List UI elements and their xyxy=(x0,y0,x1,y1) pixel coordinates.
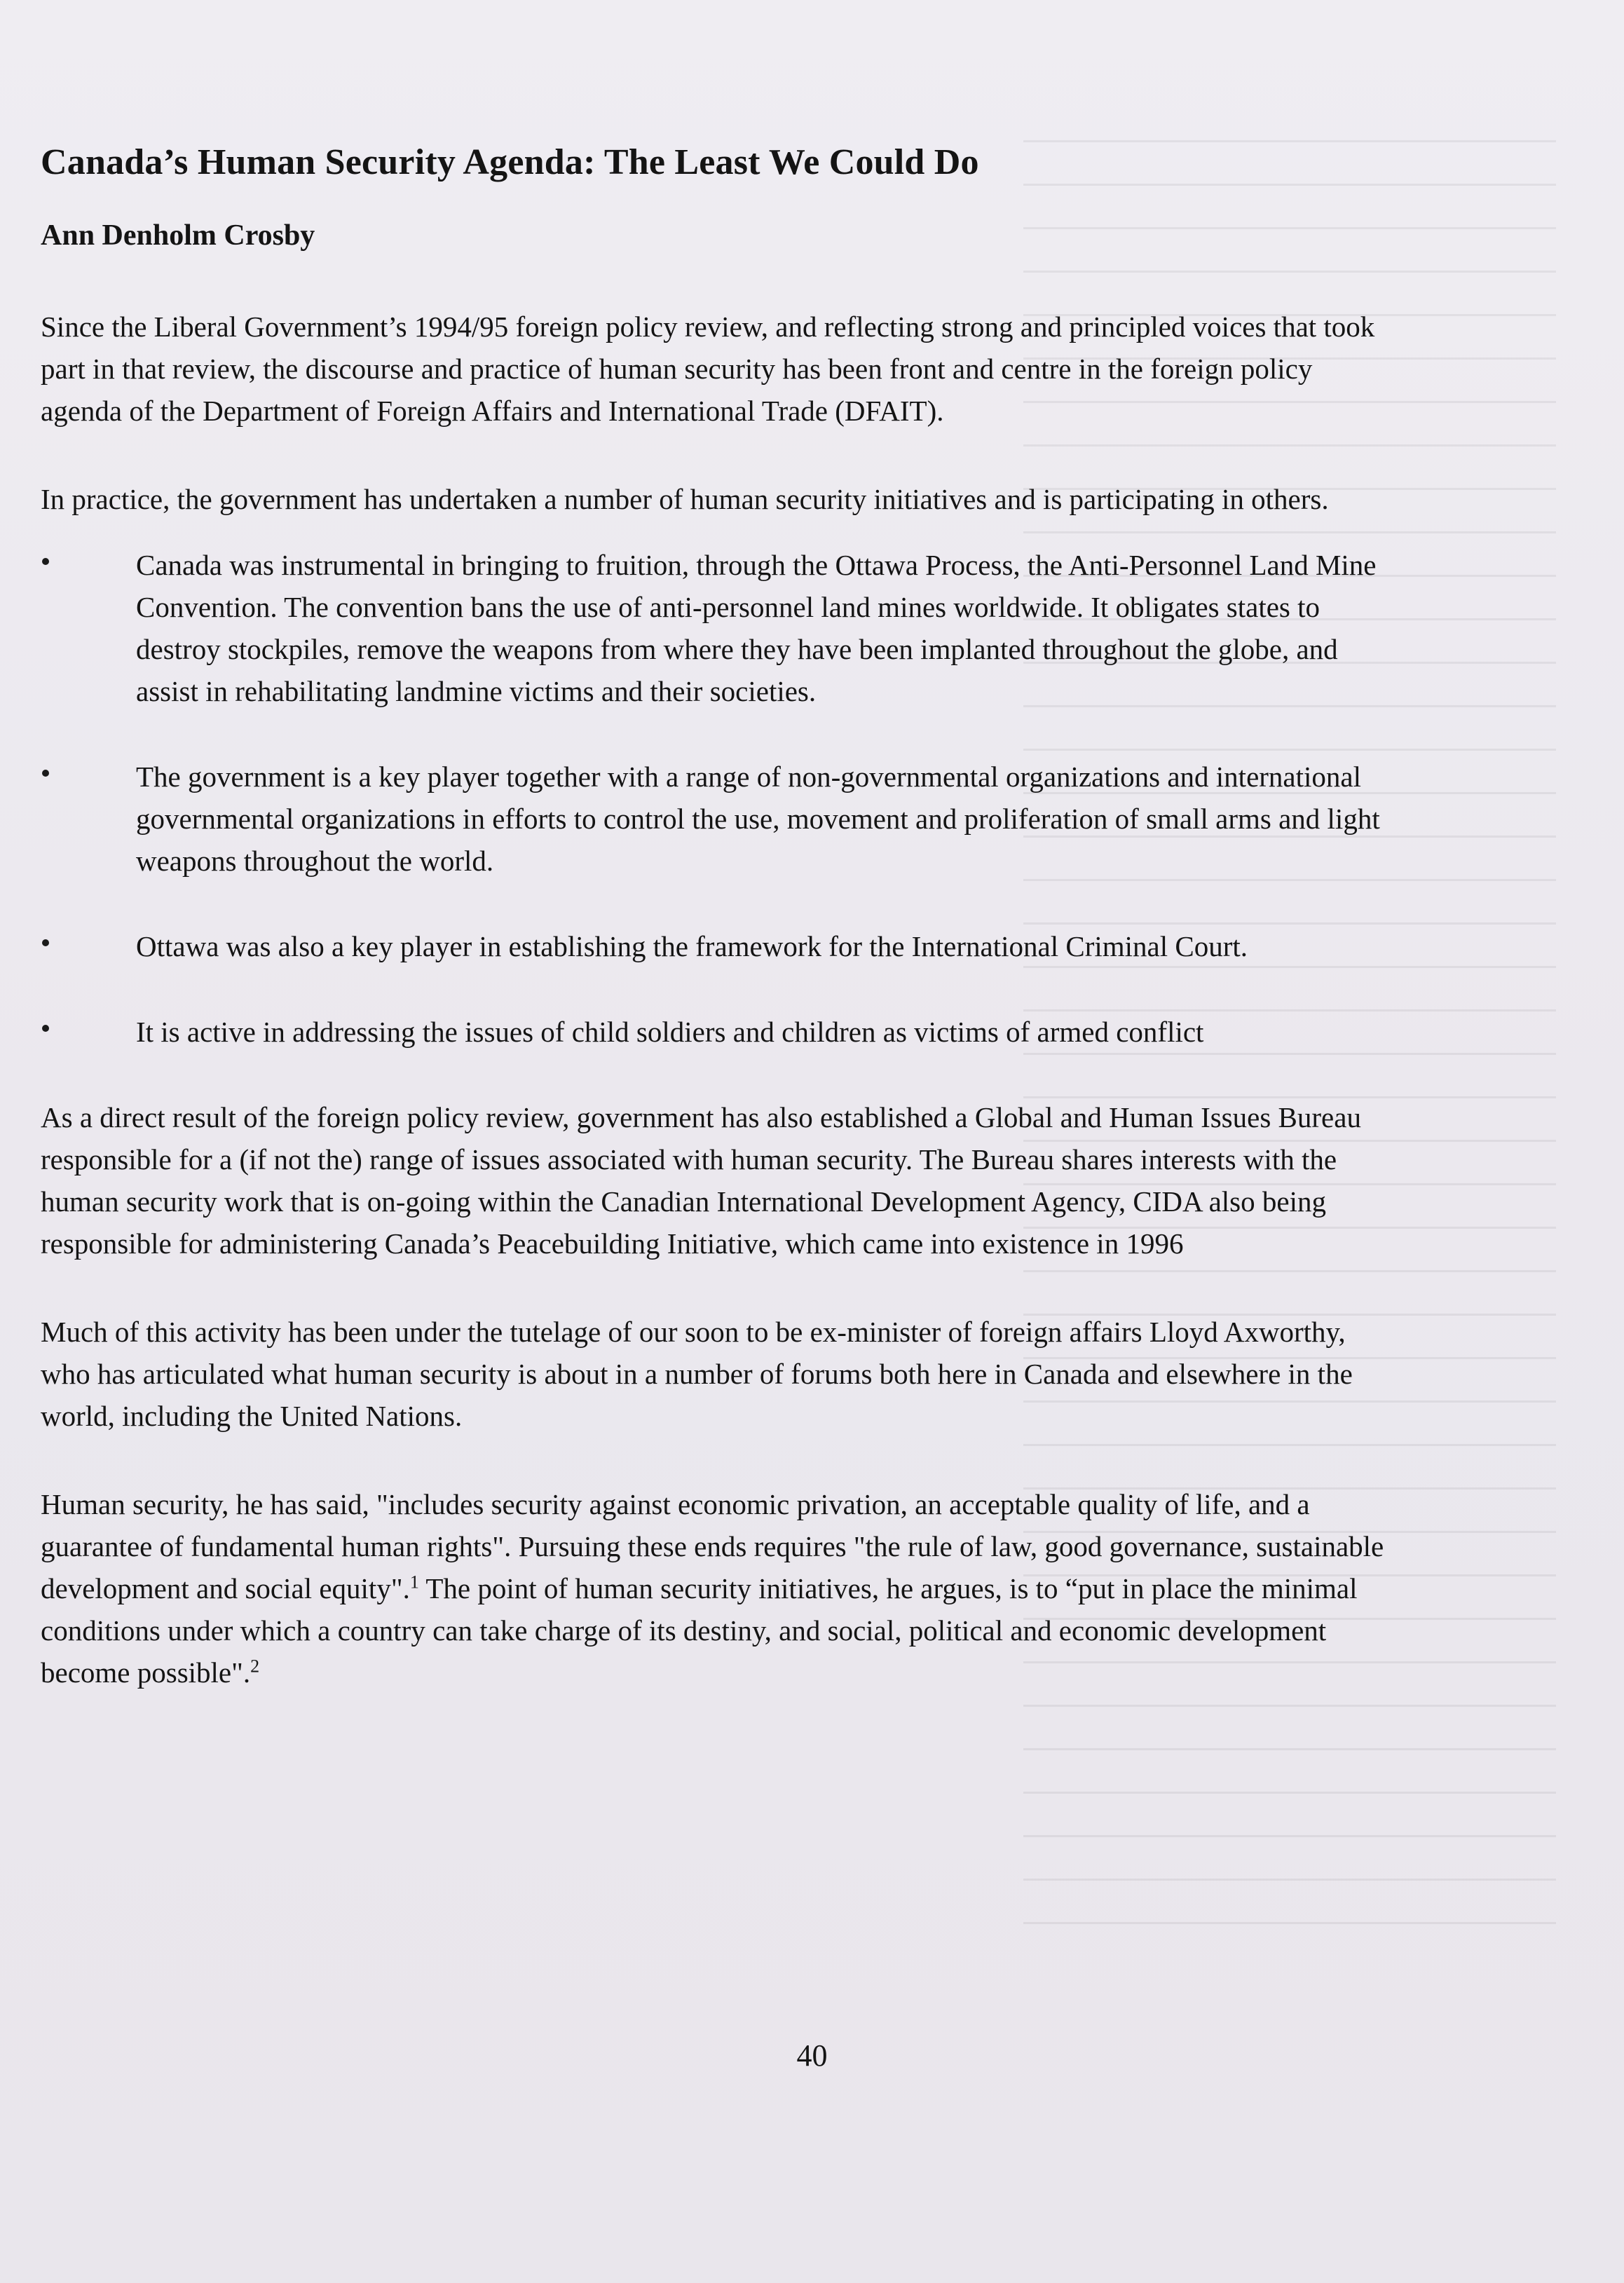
footnote-marker-1[interactable]: 1 xyxy=(409,1572,419,1593)
page-number: 40 xyxy=(796,2038,828,2073)
initiatives-list xyxy=(41,544,1386,1053)
document-body xyxy=(41,140,1386,1693)
paragraph-practice: In practice, the government has undertaken a number of human security initiatives and is participating in others. xyxy=(41,483,1329,515)
paragraph-intro: Since the Liberal Government’s 1994/95 foreign policy review, and reflecting strong and principled voices that took part in that review, the discourse and practice of human security has been front and centre in the foreign policy agenda of the Department of Foreign Affairs and International Trade (DFAIT). xyxy=(41,311,1375,427)
bullet-icon xyxy=(42,770,49,777)
bullet-icon xyxy=(42,558,49,565)
author-name: Ann Denholm Crosby xyxy=(41,219,315,252)
paragraph-bureau: As a direct result of the foreign policy review, government has also established a Global and Human Issues Bureau responsible for a (if not the) range of issues associated with human security. The Bureau shares interests with the human security work that is on-going within the Canadian International Development Agency, CIDA also being responsible for administering Canada’s Peacebuilding Initiative, which came into existence in 1996 xyxy=(41,1101,1361,1260)
list-item xyxy=(41,925,1386,967)
bullet-icon xyxy=(42,1025,49,1032)
list-item-text: The government is a key player together with a range of non-governmental organizations and international governmental organizations in efforts to control the use, movement and proliferation of small arms and light weapons throughout the world. xyxy=(136,761,1380,877)
list-item xyxy=(41,1011,1386,1053)
bullet-icon xyxy=(42,939,49,946)
list-item-text: It is active in addressing the issues of child soldiers and children as victims of armed conflict xyxy=(136,1016,1204,1048)
list-item xyxy=(41,544,1386,712)
footnote-marker-2[interactable]: 2 xyxy=(250,1656,260,1677)
definition-text-part2: The point of human security initiatives, he argues, is to “put in place the minimal conditions under which a country can take charge of its destiny, and social, political and economic development become possible". xyxy=(41,1572,1358,1689)
list-item-text: Canada was instrumental in bringing to fruition, through the Ottawa Process, the Anti-Personnel Land Mine Convention. The convention bans the use of anti-personnel land mines worldwide. It obligates states to destroy stockpiles, remove the weapons from where they have been implanted throughout the globe, and assist in rehabilitating landmine victims and their societies. xyxy=(136,549,1377,707)
definition-text-part1: Human security, he has said, "includes security against economic privation, an acceptable quality of life, and a guarantee of fundamental human rights". Pursuing these ends requires "the rule of law, good governance, sustainable development and social equity". xyxy=(41,1488,1384,1604)
document-title: Canada’s Human Security Agenda: The Least We Could Do xyxy=(41,142,979,182)
paragraph-axworthy: Much of this activity has been under the tutelage of our soon to be ex-minister of foreign affairs Lloyd Axworthy, who has articulated what human security is about in a number of forums both here in Canada and elsewhere in the world, including the United Nations. xyxy=(41,1316,1353,1432)
paragraph-definition xyxy=(41,1483,1386,1693)
list-item-text: Ottawa was also a key player in establishing the framework for the International Criminal Court. xyxy=(136,930,1248,962)
list-item xyxy=(41,756,1386,882)
